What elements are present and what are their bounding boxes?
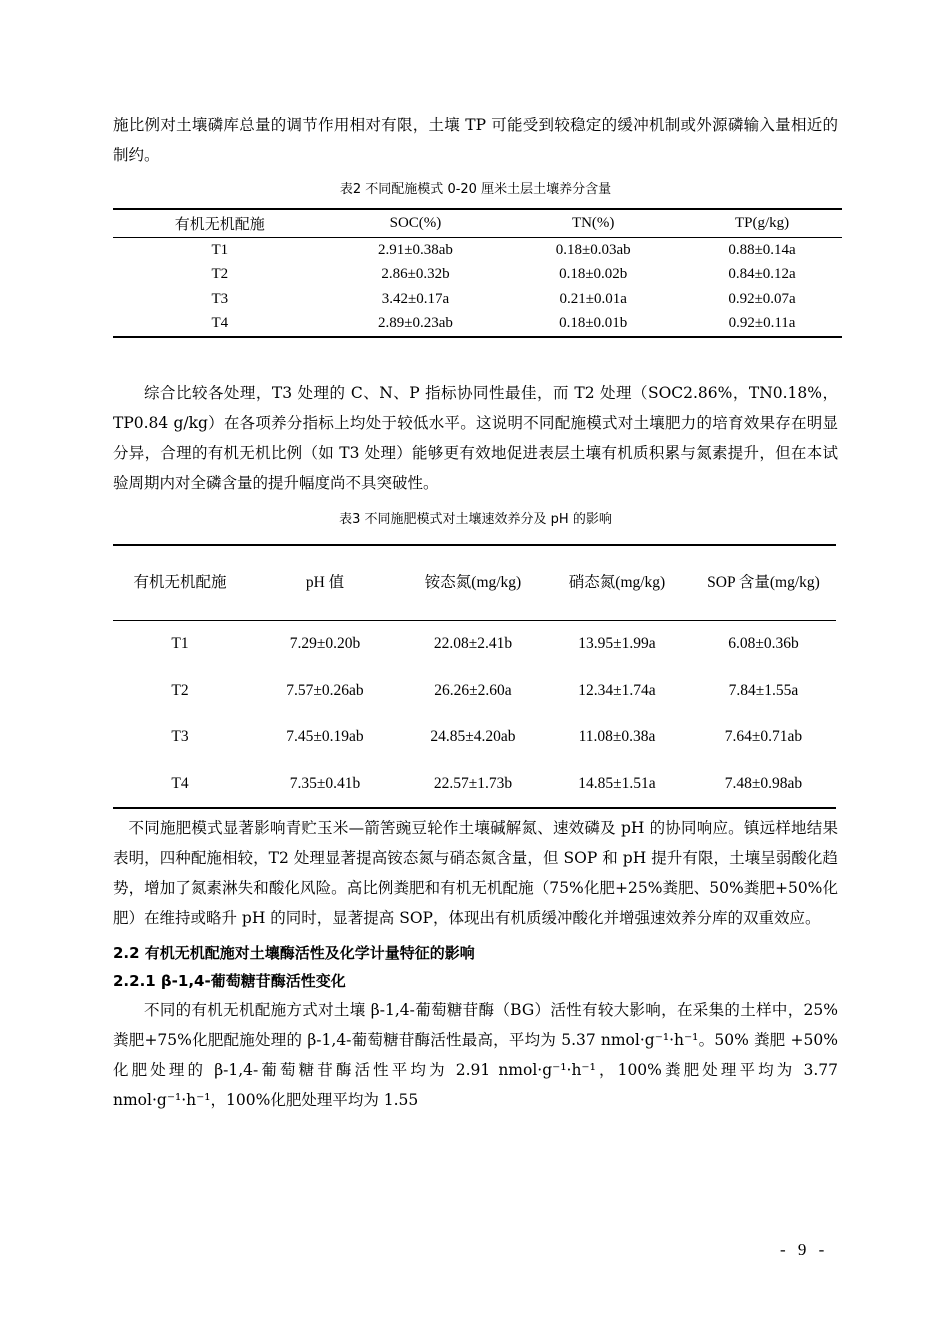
table-cell: 0.92±0.11a	[682, 312, 842, 338]
paragraph-top: 施比例对土壤磷库总量的调节作用相对有限，土壤 TP 可能受到较稳定的缓冲机制或外源磷输入量相近的制约。	[113, 116, 838, 164]
table-cell: T2	[171, 681, 189, 699]
table-cell: T4	[113, 312, 327, 338]
table-cell: T4	[113, 761, 247, 809]
table-cell: 0.18±0.02b	[559, 266, 628, 283]
table2-caption: 表2 不同配施模式 0-20 厘米土层土壤养分含量	[339, 182, 612, 197]
table-cell: 2.91±0.38ab	[378, 241, 453, 258]
table-cell: 0.18±0.01b	[504, 312, 682, 338]
table-cell: 7.57±0.26ab	[286, 681, 364, 699]
section-heading-2-2: 2.2 有机无机配施对土壤酶活性及化学计量特征的影响	[113, 944, 475, 962]
table-row	[113, 238, 842, 263]
table-cell: 7.35±0.41b	[247, 761, 403, 809]
table3-header: 铵态氮(mg/kg)	[403, 545, 543, 621]
table-cell: 2.86±0.32b	[381, 266, 450, 283]
table3-header: SOP 含量(mg/kg)	[691, 545, 836, 621]
table-cell: T2	[211, 266, 229, 283]
table-row	[113, 668, 836, 715]
table-row	[113, 312, 842, 338]
table-cell: T3	[211, 290, 229, 307]
table3-caption: 表3 不同施肥模式对土壤速效养分及 pH 的影响	[339, 512, 612, 527]
table-cell: 12.34±1.74a	[578, 681, 656, 699]
table2-header: TP(g/kg)	[682, 209, 842, 238]
table-cell: 13.95±1.99a	[578, 635, 656, 653]
page-number: - 9 -	[780, 1240, 829, 1259]
table-cell: 7.48±0.98ab	[691, 761, 836, 809]
table-row	[113, 761, 836, 809]
page-content	[113, 110, 838, 1115]
table2-header: SOC(%)	[327, 209, 505, 238]
table-cell: T1	[171, 635, 189, 653]
section-heading-2-2-1: 2.2.1 β-1,4-葡萄糖苷酶活性变化	[113, 972, 346, 990]
table3-header-row	[113, 545, 836, 621]
table-cell: 6.08±0.36b	[728, 635, 799, 653]
table-row	[113, 621, 836, 668]
table-cell: 7.64±0.71ab	[724, 728, 803, 746]
table3	[113, 544, 836, 809]
table-row	[113, 263, 842, 288]
table2-header-row	[113, 209, 842, 238]
table-cell: 3.42±0.17a	[381, 290, 450, 307]
table-cell: T3	[171, 728, 189, 746]
table-row	[113, 287, 842, 312]
table-cell: T1	[211, 241, 229, 258]
table-cell: 7.84±1.55a	[728, 681, 799, 699]
table2	[113, 208, 842, 338]
paragraph-after-table3: 不同施肥模式显著影响青贮玉米—箭筈豌豆轮作土壤碱解氮、速效磷及 pH 的协同响应。镇远样地结果表明，四种配施相较，T2 处理显著提高铵态氮与硝态氮含量，但 SOP 和 pH 提升有限，土壤呈弱酸化趋势，增加了氮素淋失和酸化风险。高比例粪肥和有机无机配施（75%化肥+25%粪肥、50%粪肥+50%化肥）在维持或略升 pH 的同时，显著提高 SOP，体现出有机质缓冲酸化并增强速效养分库的双重效应。	[113, 819, 838, 927]
paragraph-last: 不同的有机无机配施方式对土壤 β-1,4-葡萄糖苷酶（BG）活性有较大影响，在采集的土样中，25%粪肥+75%化肥配施处理的 β-1,4-葡萄糖苷酶活性最高，平均为 5.37 nmol·g⁻¹·h⁻¹。50% 粪肥 +50% 化肥处理的 β-1,4-葡萄糖苷酶活性平均为 2.91 nmol·g⁻¹·h⁻¹，100%粪肥处理平均为 3.77 nmol·g⁻¹·h⁻¹，100%化肥处理平均为 1.55	[113, 1001, 838, 1109]
table-cell: 0.21±0.01a	[559, 290, 627, 307]
table-cell: 22.57±1.73b	[403, 761, 543, 809]
table-row	[113, 714, 836, 761]
table-cell: 0.84±0.12a	[728, 266, 796, 283]
table-cell: 2.89±0.23ab	[327, 312, 505, 338]
table3-header: pH 值	[247, 545, 403, 621]
table-cell: 24.85±4.20ab	[430, 728, 516, 746]
table-cell: 7.29±0.20b	[289, 635, 361, 653]
table-cell: 22.08±2.41b	[433, 635, 513, 653]
table-cell: 14.85±1.51a	[543, 761, 691, 809]
table-cell: 7.45±0.19ab	[286, 728, 364, 746]
table-cell: 26.26±2.60a	[434, 681, 512, 699]
table-cell: 0.88±0.14a	[728, 241, 796, 258]
table-cell: 0.92±0.07a	[728, 290, 796, 307]
table-cell: 0.18±0.03ab	[555, 241, 631, 258]
table2-header: TN(%)	[504, 209, 682, 238]
table-cell: 11.08±0.38a	[578, 728, 656, 746]
paragraph-middle: 综合比较各处理，T3 处理的 C、N、P 指标协同性最佳，而 T2 处理（SOC2.86%，TN0.18%，TP0.84 g/kg）在各项养分指标上均处于较低水平。这说明不同配施模式对土壤肥力的培育效果存在明显分异，合理的有机无机比例（如 T3 处理）能够更有效地促进表层土壤有机质积累与氮素提升，但在本试验周期内对全磷含量的提升幅度尚不具突破性。	[113, 384, 838, 492]
table3-header: 硝态氮(mg/kg)	[543, 545, 691, 621]
table2-header: 有机无机配施	[113, 209, 327, 238]
table3-header: 有机无机配施	[113, 545, 247, 621]
